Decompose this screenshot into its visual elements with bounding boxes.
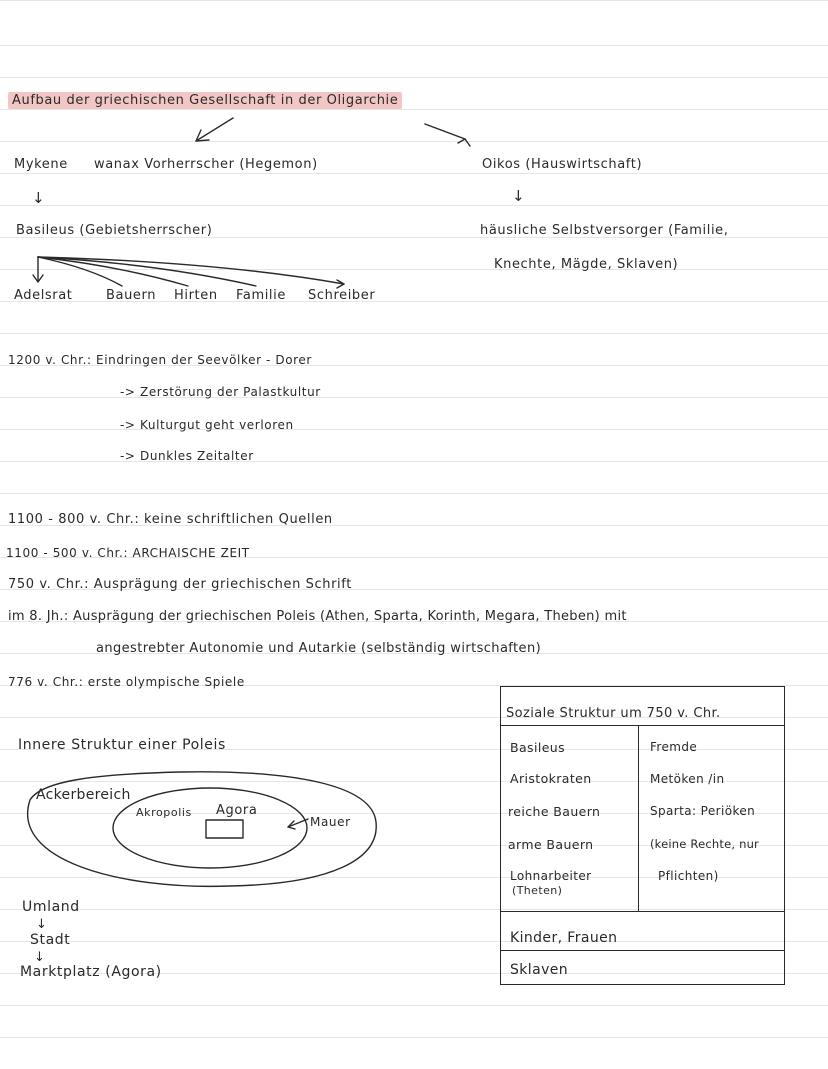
branch-arrow-left: [196, 118, 233, 141]
group-familie: Familie: [236, 288, 286, 303]
flow-marktplatz: Marktplatz (Agora): [20, 964, 162, 980]
ackerbereich-label: Ackerbereich: [36, 787, 131, 803]
timeline-entry: 1100 - 500 v. Chr.: ARCHAISCHE ZEIT: [6, 546, 250, 560]
arrow-head-icon: [458, 139, 470, 146]
page-title: Aufbau der griechischen Gesellschaft in der Oligarchie: [8, 93, 402, 109]
fan-line: [38, 257, 188, 286]
arrow-down-icon: ↓: [32, 189, 46, 207]
timeline-entry: angestrebter Autonomie und Autarkie (selbständig wirtschaften): [96, 641, 542, 656]
table-cell-left: arme Bauern: [508, 837, 594, 852]
basileus-label: Basileus (Gebietsherrscher): [16, 223, 213, 238]
branch-arrow-right: [425, 124, 465, 139]
consequence-1: -> Zerstörung der Palastkultur: [120, 385, 321, 399]
fan-line: [38, 257, 256, 286]
group-adelsrat: Adelsrat: [14, 288, 73, 303]
arrow-head-icon: [288, 821, 295, 829]
group-schreiber: Schreiber: [308, 288, 376, 303]
table-row-sklaven: Sklaven: [510, 962, 569, 978]
oikos-label: Oikos (Hauswirtschaft): [482, 157, 643, 172]
table-cell-left: Aristokraten: [510, 771, 592, 786]
agora-box: [206, 820, 243, 838]
event-1200: 1200 v. Chr.: Eindringen der Seevölker - Dorer: [8, 353, 312, 367]
mauer-ring: [113, 788, 307, 868]
table-divider: [500, 725, 785, 726]
mykene-label: Mykene: [14, 157, 68, 172]
table-divider: [638, 725, 639, 911]
arrow-down-icon: ↓: [512, 187, 526, 205]
flow-umland: Umland: [22, 899, 80, 915]
table-cell-left: Basileus: [510, 740, 566, 755]
timeline-entry: im 8. Jh.: Ausprägung der griechischen Poleis (Athen, Sparta, Korinth, Megara, Theben) mit: [8, 609, 627, 624]
wanax-label: wanax Vorherrscher (Hegemon): [94, 157, 318, 172]
timeline-entry: 750 v. Chr.: Ausprägung der griechischen Schrift: [8, 577, 352, 592]
oikos-description-line1: häusliche Selbstversorger (Familie,: [480, 223, 729, 238]
table-cell-left: Lohnarbeiter: [510, 869, 592, 883]
arrow-head-icon: [196, 130, 209, 141]
timeline-entry: 1100 - 800 v. Chr.: keine schriftlichen Quellen: [8, 512, 333, 527]
table-cell-left: (Theten): [512, 884, 563, 897]
table-divider: [500, 911, 785, 912]
table-cell-right: (keine Rechte, nur: [650, 837, 759, 851]
table-row-kinder: Kinder, Frauen: [510, 930, 618, 946]
group-bauern: Bauern: [106, 288, 157, 303]
polis-heading: Innere Struktur einer Poleis: [18, 737, 226, 753]
table-cell-right: Fremde: [650, 740, 698, 754]
oikos-description-line2: Knechte, Mägde, Sklaven): [494, 257, 679, 272]
flow-stadt: Stadt: [30, 932, 71, 948]
mauer-pointer: [288, 819, 308, 827]
fan-line: [38, 257, 122, 286]
mauer-label: Mauer: [310, 815, 351, 829]
table-divider: [500, 950, 785, 951]
table-cell-left: reiche Bauern: [508, 804, 601, 819]
table-cell-right: Pflichten): [658, 869, 719, 883]
table-cell-right: Sparta: Periöken: [650, 804, 756, 818]
group-hirten: Hirten: [174, 288, 218, 303]
akropolis-label: Akropolis: [136, 806, 192, 819]
arrow-head-icon: [33, 275, 43, 282]
arrow-head-icon: [337, 280, 344, 288]
consequence-2: -> Kulturgut geht verloren: [120, 418, 294, 432]
table-cell-right: Metöken /in: [650, 772, 725, 786]
fan-line: [38, 257, 344, 284]
arrow-down-icon: ↓: [36, 917, 48, 932]
table-title: Soziale Struktur um 750 v. Chr.: [506, 706, 721, 721]
agora-label: Agora: [216, 803, 258, 818]
timeline-entry: 776 v. Chr.: erste olympische Spiele: [8, 675, 245, 689]
arrow-down-icon: ↓: [34, 950, 46, 965]
consequence-3: -> Dunkles Zeitalter: [120, 449, 254, 463]
